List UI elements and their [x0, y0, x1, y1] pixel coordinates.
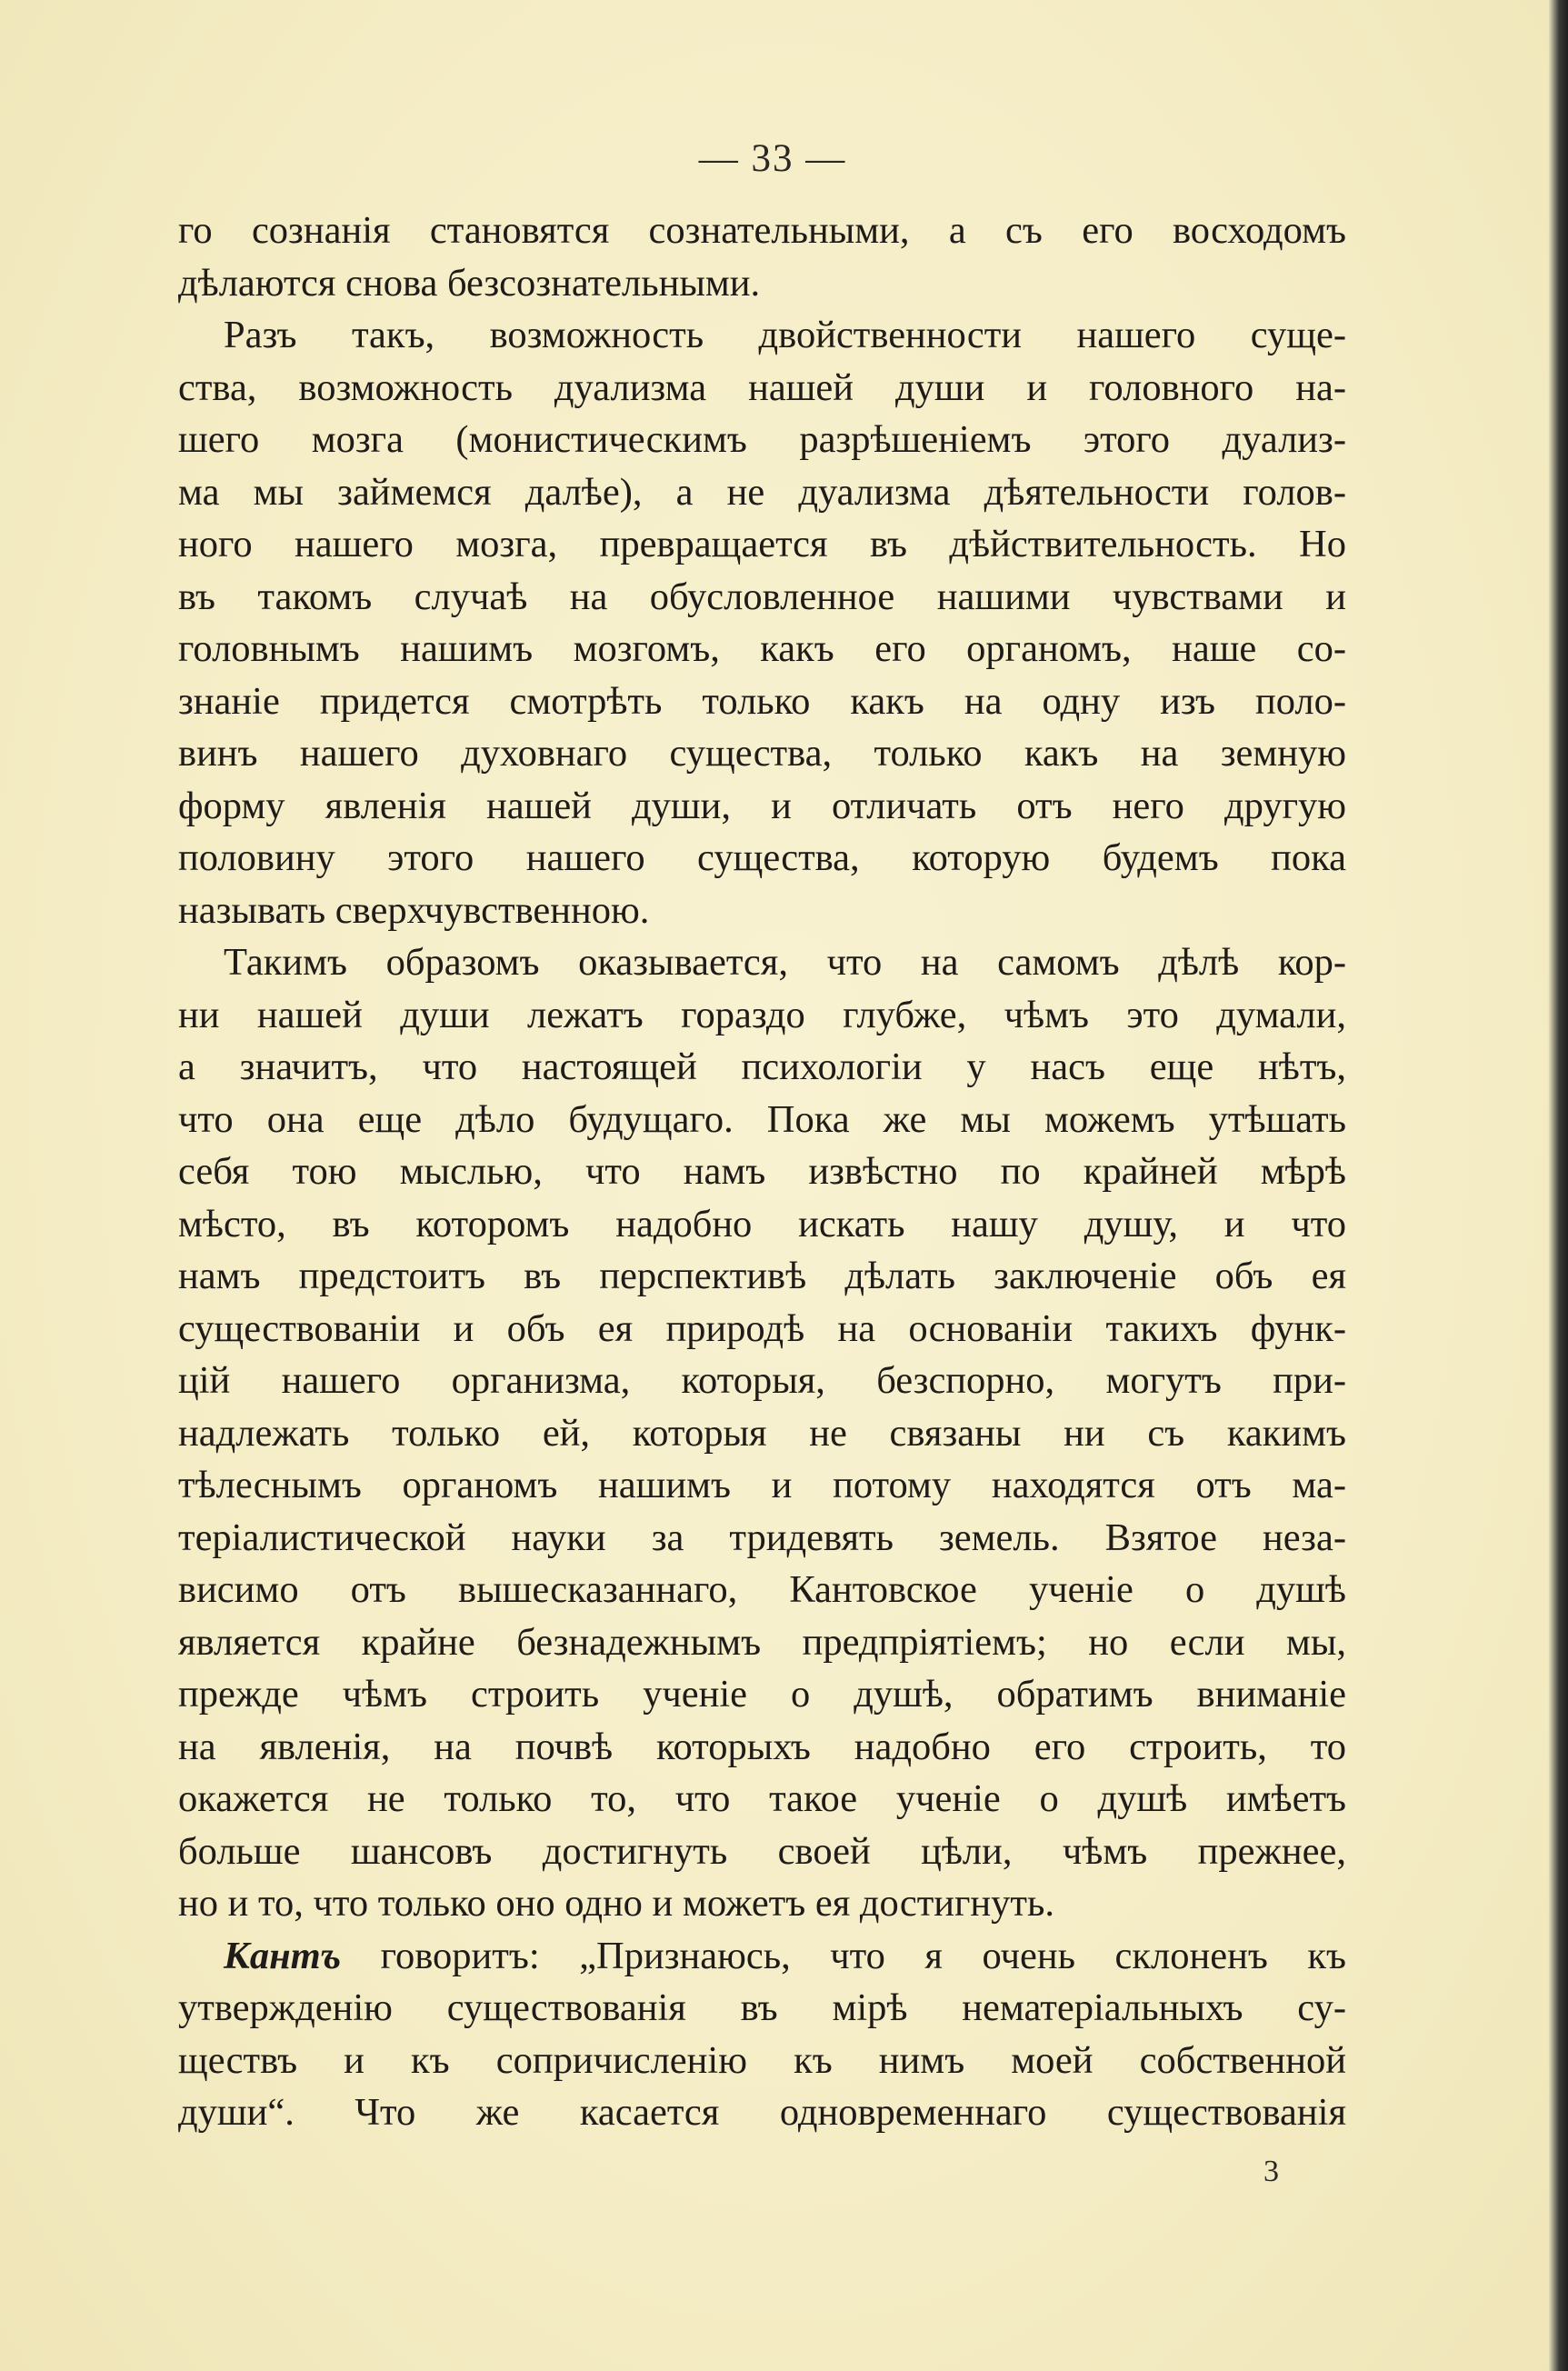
text-line: мѣсто, въ которомъ надобно искать нашу душу, и что [178, 1202, 1346, 1246]
text-line: на явленія, на почвѣ которыхъ надобно его строить, то [178, 1725, 1346, 1768]
text-line: окажется не только то, что такое ученіе о душѣ имѣетъ [178, 1777, 1346, 1820]
text-line: является крайне безнадежнымъ предпріятіемъ; но если мы, [178, 1620, 1346, 1664]
text-line: половину этого нашего существа, которую будемъ пока [178, 836, 1346, 879]
text-line: утвержденію существованія въ мірѣ нематеріальныхъ су- [178, 1986, 1346, 2029]
body-text [178, 205, 1346, 2139]
page-edge-shadow [1548, 0, 1568, 2371]
text-line: себя тою мыслью, что намъ извѣстно по крайней мѣрѣ [178, 1150, 1346, 1193]
text-line: тѣлеснымъ органомъ нашимъ и потому находятся отъ ма- [178, 1464, 1346, 1506]
text-line: существованіи и объ ея природѣ на основаніи такихъ функ- [178, 1306, 1346, 1350]
text-line: души“. Что же касается одновременнаго существованія [178, 2091, 1346, 2134]
text-line: шего мозга (монистическимъ разрѣшеніемъ этого дуализ- [178, 418, 1346, 461]
text-line: висимо отъ вышесказаннаго, Кантовское ученіе о душѣ [178, 1568, 1346, 1611]
text-line: а значитъ, что настоящей психологіи у насъ еще нѣтъ, [178, 1045, 1346, 1088]
text-line: головнымъ нашимъ мозгомъ, какъ его органомъ, наше со- [178, 627, 1346, 670]
author-name: Кантъ [224, 1934, 342, 1977]
text-line: го сознанія становятся сознательными, а съ его восходомъ [178, 209, 1346, 252]
text-line: прежде чѣмъ строить ученіе о душѣ, обратимъ вниманіе [178, 1673, 1346, 1716]
text-line [178, 1930, 1346, 1983]
text-line: Такимъ образомъ оказывается, что на самомъ дѣлѣ кор- [224, 941, 1346, 984]
text-line: Разъ такъ, возможность двойственности нашего суще- [224, 314, 1346, 356]
text-line: ного нашего мозга, превращается въ дѣйствительность. Но [178, 523, 1346, 565]
text-line: дѣлаются снова безсознательными. [178, 261, 761, 305]
text-line-rest: говоритъ: „Признаюсь, что я очень склоненъ къ [341, 1934, 1346, 1977]
signature-mark: 3 [1263, 2155, 1279, 2188]
text-line: надлежать только ей, которыя не связаны ни съ какимъ [178, 1411, 1346, 1455]
text-line: форму явленія нашей души, и отличать отъ него другую [178, 784, 1346, 827]
text-line: больше шансовъ достигнуть своей цѣли, чѣмъ прежнее, [178, 1829, 1346, 1873]
text-line: винъ нашего духовнаго существа, только какъ на земную [178, 732, 1346, 775]
text-line: но и то, что только оно одно и можетъ ея достигнуть. [178, 1882, 1055, 1925]
text-line: ма мы займемся далѣе), а не дуализма дѣятельности голов- [178, 470, 1346, 514]
text-line: ни нашей души лежатъ гораздо глубже, чѣмъ это думали, [178, 993, 1346, 1036]
text-line: цій нашего организма, которыя, безспорно, могутъ при- [178, 1359, 1346, 1402]
text-line: называть сверхчувственною. [178, 888, 650, 932]
text-line: ществъ и къ сопричисленію къ нимъ моей собственной [178, 2038, 1346, 2082]
text-line: теріалистической науки за тридевять земель. Взятое неза- [178, 1516, 1346, 1559]
page-number: — 33 — [698, 137, 847, 180]
text-line: въ такомъ случаѣ на обусловленное нашими чувствами и [178, 575, 1346, 618]
text-line: знаніе придется смотрѣть только какъ на одну изъ поло- [178, 679, 1346, 723]
text-line: ства, возможность дуализма нашей души и головного на- [178, 365, 1346, 409]
text-line: что она еще дѣло будущаго. Пока же мы можемъ утѣшать [178, 1097, 1346, 1141]
text-line: намъ предстоитъ въ перспективѣ дѣлать заключеніе объ ея [178, 1255, 1346, 1297]
